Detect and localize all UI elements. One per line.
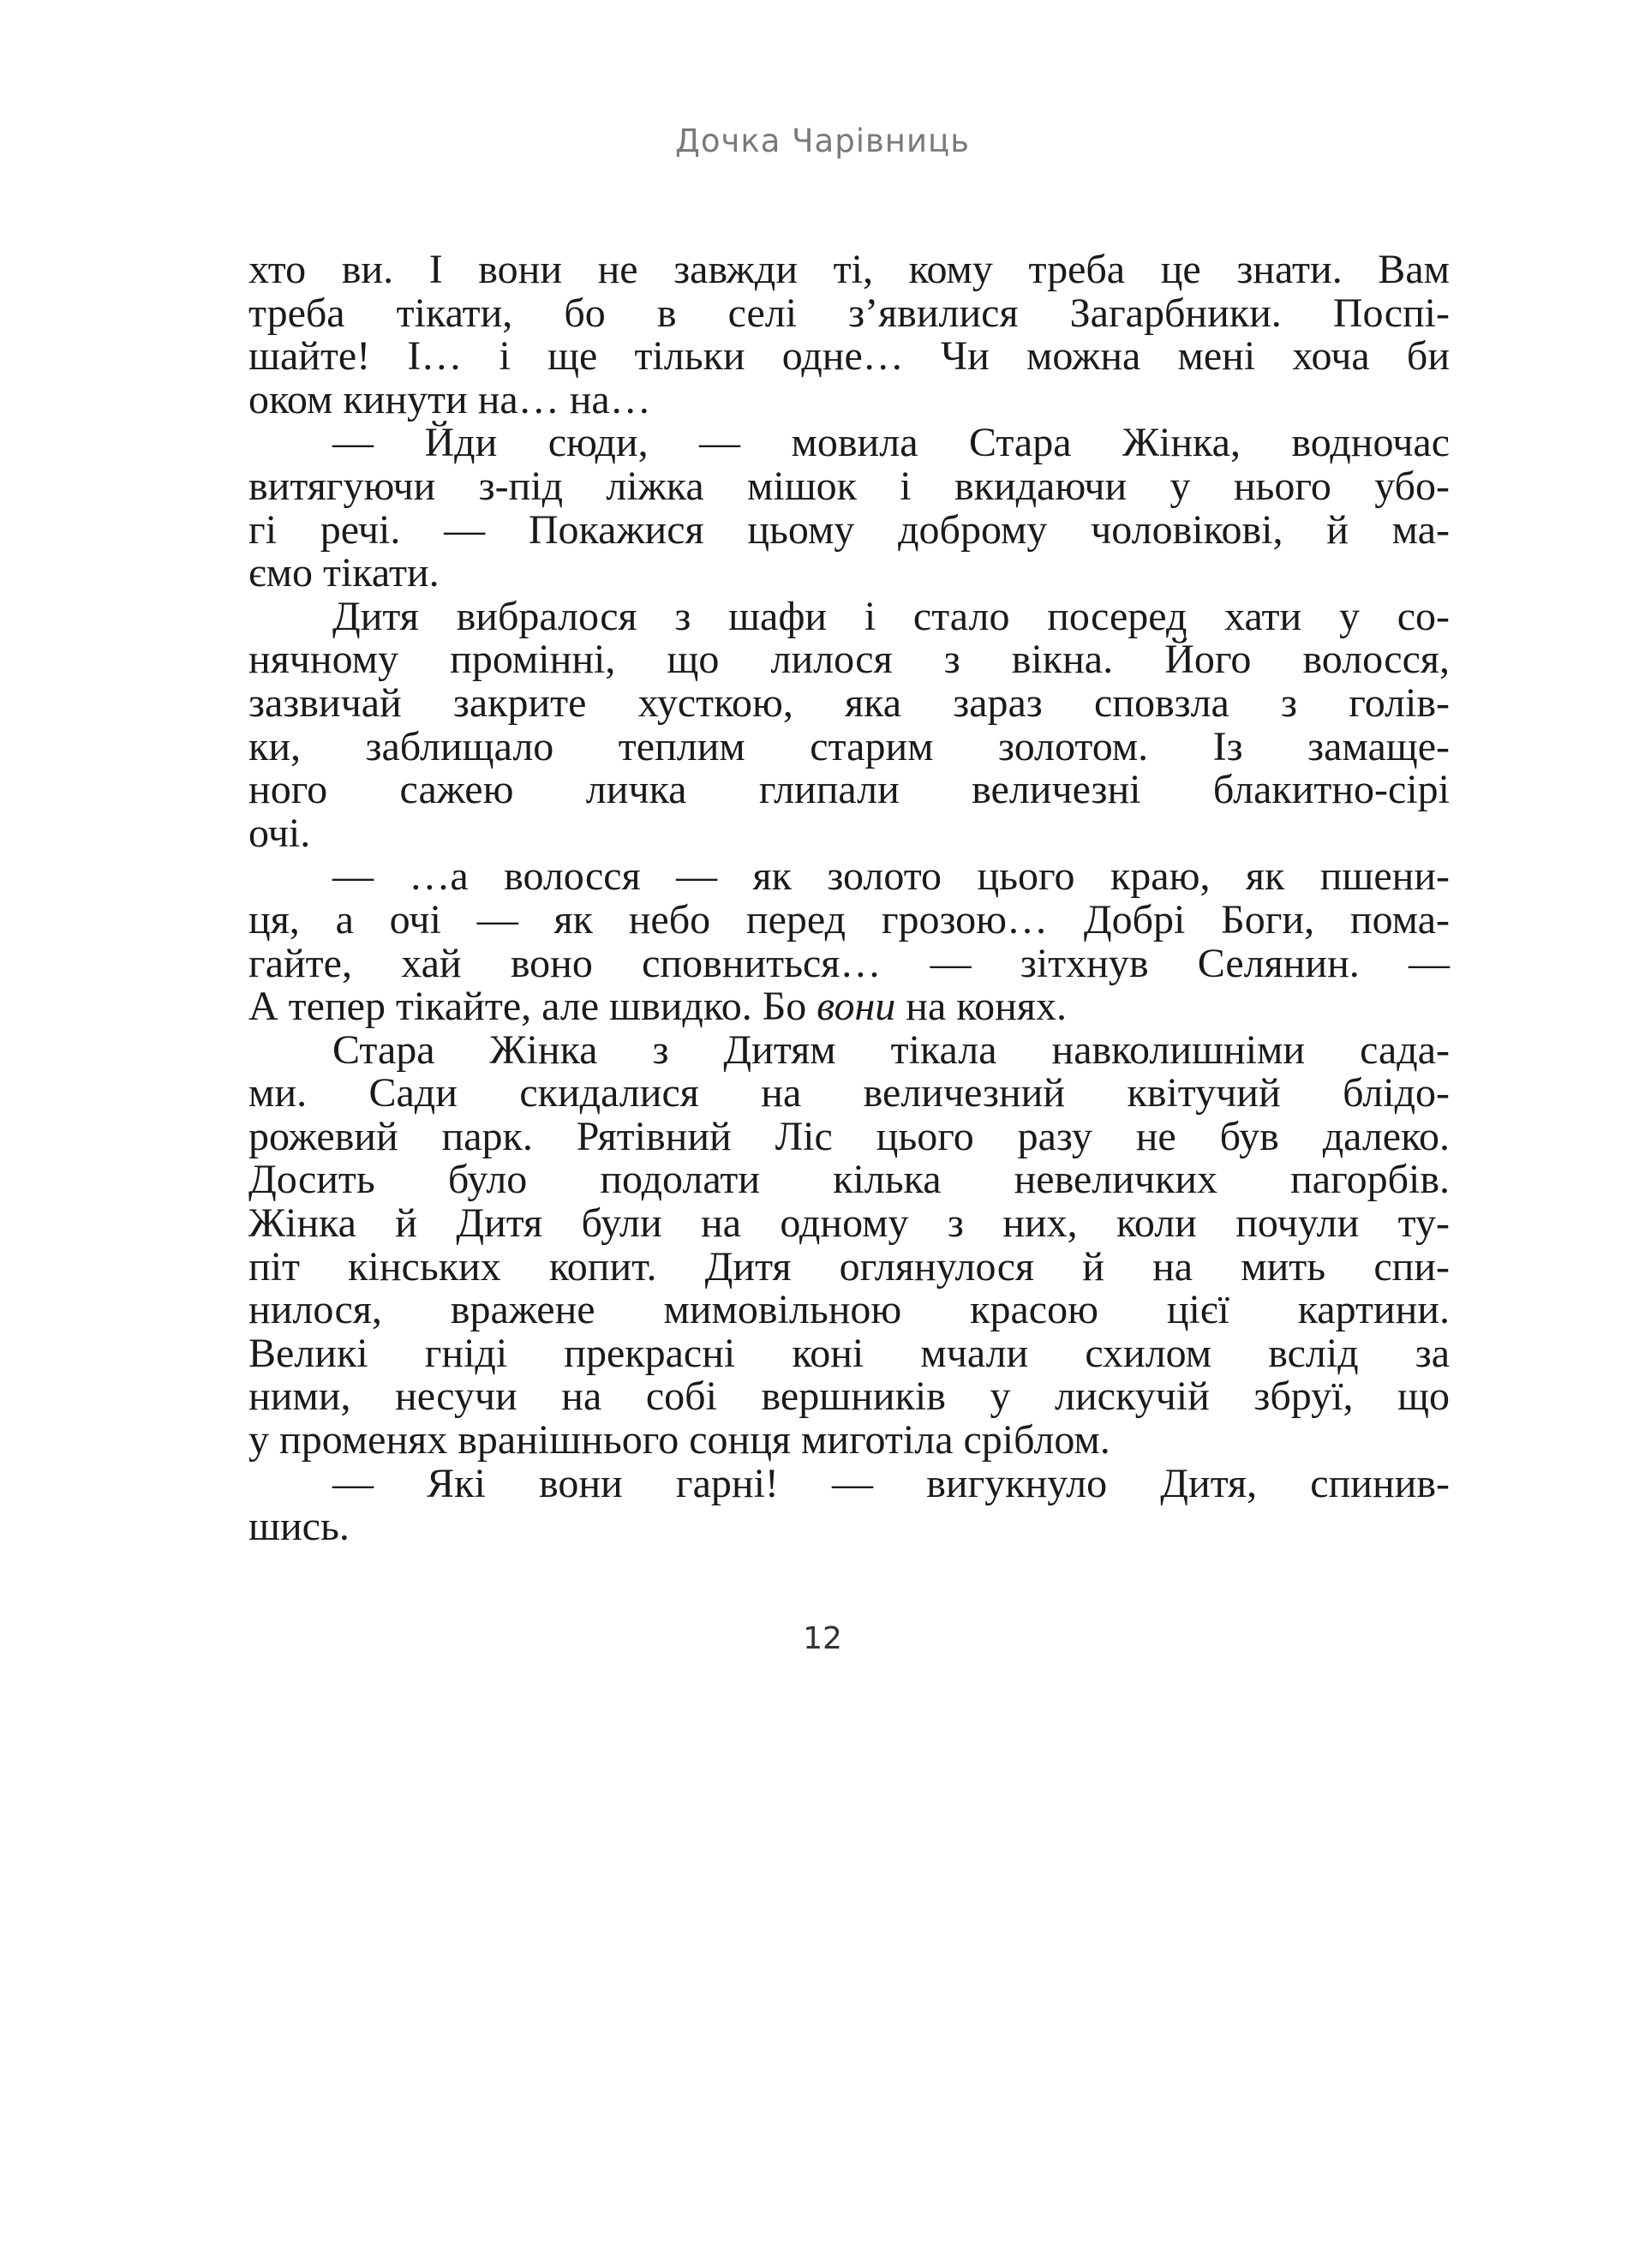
text-segment: ця, а очі — як небо перед грозою… Добрі Боги, пома- — [248, 896, 1450, 943]
paragraph — [248, 248, 1450, 422]
text-segment: рожевий парк. Рятівний Ліс цього разу не був далеко. — [248, 1113, 1450, 1159]
text-segment: А тепер тікайте, але швидко. Бо — [248, 984, 817, 1030]
text-line — [248, 855, 1450, 899]
text-segment: Жінка й Дитя були на одному з них, коли почули ту- — [248, 1200, 1450, 1247]
text-line — [248, 335, 1450, 379]
text-segment: Досить було подолати кілька невеличких пагорбів. — [248, 1157, 1450, 1203]
body-text — [248, 248, 1450, 1549]
text-segment: ного сажею личка глипали величезні блакитно-сірі — [248, 767, 1450, 813]
italic-text: вони — [817, 984, 896, 1030]
text-line — [248, 769, 1450, 812]
page-number: 12 — [803, 1621, 842, 1656]
text-line — [248, 552, 1450, 595]
paragraph — [248, 1026, 1450, 1463]
text-line — [248, 292, 1450, 336]
text-line — [248, 940, 1450, 986]
text-segment: оком кинути на… на… — [248, 376, 651, 422]
text-line — [248, 595, 1450, 639]
text-line — [248, 1419, 1450, 1463]
text-segment: ки, заблищало теплим старим золотом. Із замаще- — [248, 723, 1450, 769]
text-line — [248, 248, 1450, 292]
text-segment: очі. — [248, 810, 311, 856]
text-segment: — Йди сюди, — мовила Стара Жінка, водночас — [332, 420, 1450, 466]
text-segment: хто ви. І вони не завжди ті, кому треба це знати. Вам — [248, 247, 1450, 292]
text-segment: піт кінських копит. Дитя оглянулося й на мить спи- — [248, 1243, 1450, 1290]
text-segment: на конях. — [895, 984, 1067, 1030]
text-line — [248, 1202, 1450, 1246]
text-segment: гі речі. — Покажися цьому доброму чоловікові, й ма- — [248, 506, 1450, 553]
text-line — [248, 376, 1450, 422]
text-line — [248, 985, 1450, 1029]
text-line — [248, 1072, 1450, 1116]
text-line — [248, 896, 1450, 943]
paragraph — [248, 595, 1450, 856]
text-segment: — Які вони гарні! — вигукнуло Дитя, спинив- — [332, 1460, 1450, 1506]
text-segment: шайте! І… і ще тільки одне… Чи можна мені хоча би — [248, 333, 1450, 380]
running-head: Дочка Чарівниць — [674, 123, 971, 159]
text-line — [248, 1332, 1450, 1376]
text-segment: нячному промінні, що лилося з вікна. Його волосся, — [248, 637, 1450, 683]
paragraph — [248, 855, 1450, 1028]
text-segment: ємо тікати. — [248, 550, 440, 596]
text-line — [248, 812, 1450, 856]
text-segment: Дитя вибралося з шафи і стало посеред хати у со- — [332, 593, 1450, 639]
text-segment: треба тікати, бо в селі з’явилися Загарбники. Поспі- — [248, 290, 1450, 336]
text-line — [248, 1158, 1450, 1202]
text-segment: ними, несучи на собі вершників у лискучій збруї, що — [248, 1373, 1450, 1420]
text-line — [248, 465, 1450, 509]
text-line — [248, 1289, 1450, 1332]
text-line — [248, 1505, 1450, 1549]
text-segment: — …а волосся — як золото цього краю, як пшени- — [332, 853, 1450, 900]
text-line — [248, 1026, 1450, 1073]
text-line — [248, 1460, 1450, 1506]
text-segment: нилося, вражене мимовільною красою цієї картини. — [248, 1287, 1450, 1333]
text-segment: у променях вранішнього сонця миготіла сріблом. — [248, 1417, 1110, 1463]
text-line — [248, 1375, 1450, 1419]
text-line — [248, 1243, 1450, 1290]
text-line — [248, 1113, 1450, 1159]
text-segment: гайте, хай воно сповниться… — зітхнув Селянин. — — [248, 940, 1450, 986]
text-segment: ми. Сади скидалися на величезний квітучий блідо- — [248, 1070, 1450, 1116]
paragraph — [248, 1460, 1450, 1550]
text-segment: шись. — [248, 1504, 350, 1550]
text-segment: Стара Жінка з Дитям тікала навколишніми сада- — [332, 1026, 1450, 1073]
text-segment: зазвичай закрите хусткою, яка зараз сповзла з голів- — [248, 679, 1450, 726]
text-line — [248, 422, 1450, 465]
text-line — [248, 506, 1450, 553]
text-segment: Великі гніді прекрасні коні мчали схилом вслід за — [248, 1330, 1450, 1376]
paragraph — [248, 422, 1450, 595]
text-line — [248, 638, 1450, 682]
text-line — [248, 723, 1450, 769]
text-line — [248, 679, 1450, 726]
text-segment: витягуючи з-під ліжка мішок і вкидаючи у нього убо- — [248, 463, 1450, 509]
